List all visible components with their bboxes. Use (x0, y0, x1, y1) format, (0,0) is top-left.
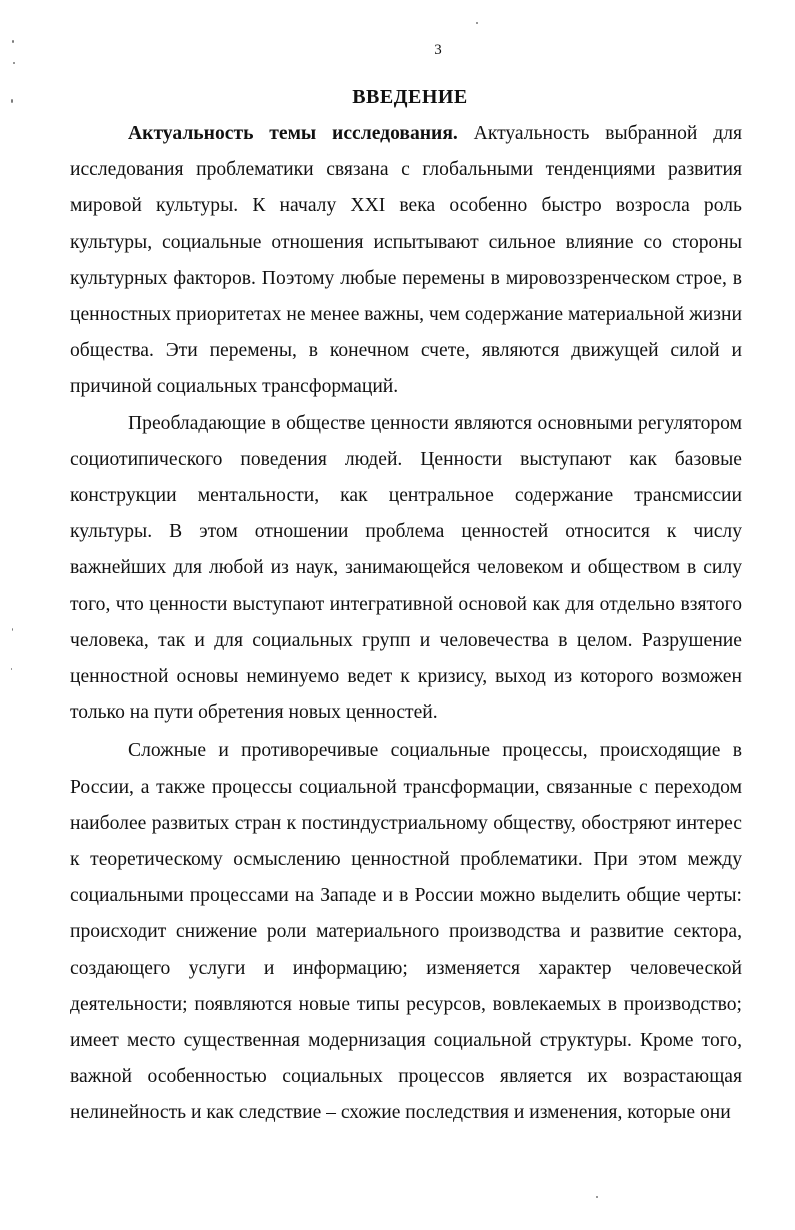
paragraph (70, 406, 742, 732)
scan-speck (11, 99, 13, 103)
paragraph (70, 116, 742, 406)
body-text (70, 116, 742, 1132)
section-heading: ВВЕДЕНИЕ (352, 86, 468, 108)
scan-speck (11, 668, 12, 670)
paragraph-lead-in: Актуальность темы исследования. (128, 123, 458, 144)
scan-speck (12, 628, 13, 631)
paragraph-text: Сложные и противоречивые социальные процессы, происходящие в России, а также процессы социальной трансформации, связанные с переходом наиболее развитых стран к постиндустриальному обществу, обостряют интерес к теоретическому осмыслению ценностной проблематики. При этом между социальными процессами на Западе и в России можно выделить общие черты: происходит снижение роли материального производства и развитие сектора, создающего услуги и информацию; изменяется характер человеческой деятельности; появляются новые типы ресурсов, вовлекаемых в производство; имеет место существенная модернизация социальной структуры. Кроме того, важной особенностью социальных процессов является их возрастающая нелинейность и как следствие – схожие последствия и изменения, которые они (70, 740, 742, 1124)
paragraph (70, 733, 742, 1131)
scan-speck (476, 22, 478, 24)
scan-speck (596, 1196, 598, 1198)
scan-speck (12, 40, 14, 43)
paragraph-text: Преобладающие в обществе ценности являются основными регулятором социотипического поведения людей. Ценности выступают как базовые конструкции ментальности, как центральное содержание трансмиссии культуры. В этом отношении проблема ценностей относится к числу важнейших для любой из наук, занимающейся человеком и обществом в силу того, что ценности выступают интегративной основой как для отдельно взятого человека, так и для социальных групп и человечества в целом. Разрушение ценностной основы неминуемо ведет к кризису, выход из которого возможен только на пути обретения новых ценностей. (70, 412, 742, 724)
paragraph-text: Актуальность выбранной для исследования проблематики связана с глобальными тенденциями развития мировой культуры. К началу XXI века особенно быстро возросла роль культуры, социальные отношения испытывают сильное влияние со стороны культурных факторов. Поэтому любые перемены в мировоззренческом строе, в ценностных приоритетах не менее важны, чем содержание материальной жизни общества. Эти перемены, в конечном счете, являются движущей силой и причиной социальных трансформаций. (70, 123, 742, 398)
scan-speck (13, 62, 15, 64)
page-number: 3 (434, 42, 442, 58)
